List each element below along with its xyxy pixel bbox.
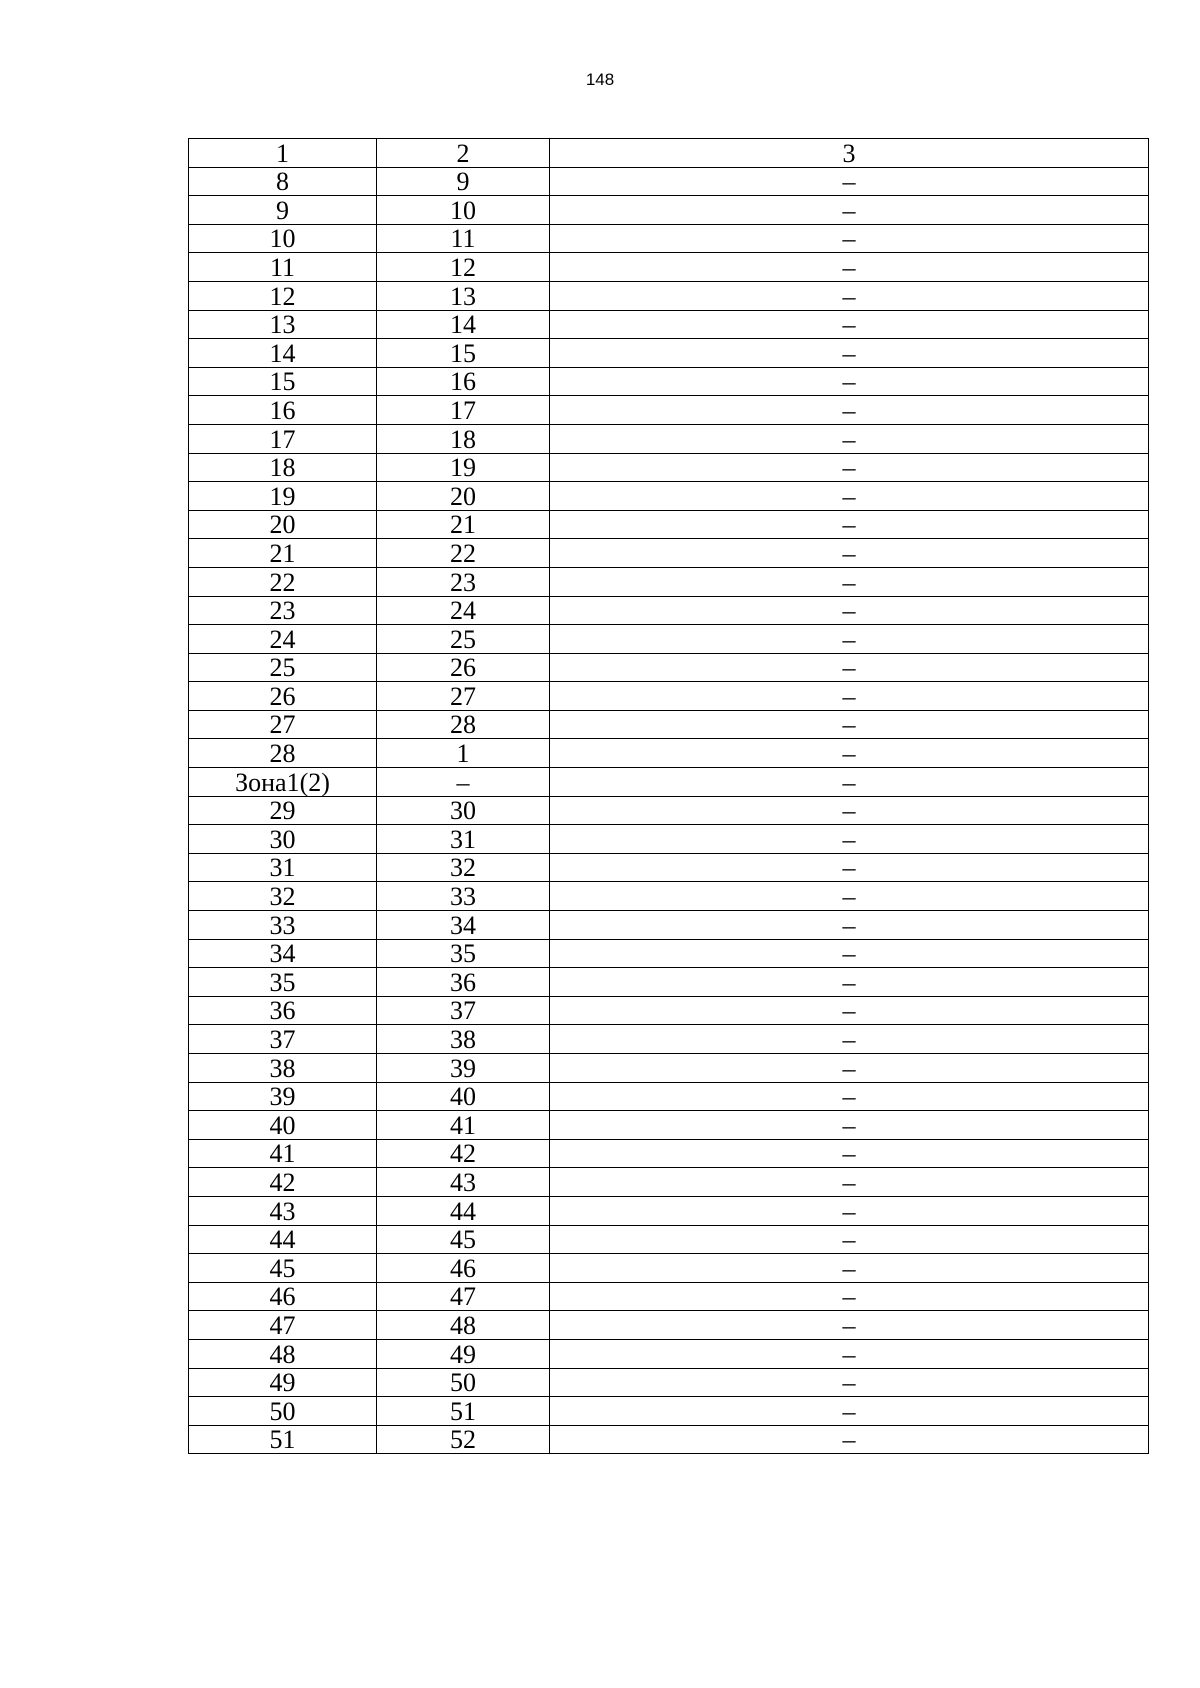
table-cell-col-1: 40 [189,1111,377,1140]
table-cell-col-3: – [550,1196,1149,1225]
table-row [189,596,1149,625]
table-cell-col-3: – [550,939,1149,968]
table-cell-col-1: 11 [189,253,377,282]
table-cell-col-2: 30 [377,796,550,825]
table-cell-col-3: – [550,482,1149,511]
table-row [189,1368,1149,1397]
table-row [189,253,1149,282]
table-cell-col-2: 38 [377,1025,550,1054]
table-cell-col-3: – [550,539,1149,568]
table-cell-col-1: 34 [189,939,377,968]
table-cell-col-3: – [550,596,1149,625]
table-cell-col-3: – [550,167,1149,196]
table-row [189,539,1149,568]
table-cell-col-2: 23 [377,567,550,596]
table-cell-col-2: 18 [377,424,550,453]
data-table [188,138,1149,1454]
table-row [189,196,1149,225]
table-row [189,224,1149,253]
table-cell-col-2: 25 [377,625,550,654]
table-cell-col-2: 19 [377,453,550,482]
table-cell-col-3: – [550,882,1149,911]
table-cell-col-3: – [550,424,1149,453]
table-cell-col-1: 18 [189,453,377,482]
table-row [189,396,1149,425]
table-row [189,1254,1149,1283]
table-cell-col-1: 37 [189,1025,377,1054]
table-cell-col-2: 10 [377,196,550,225]
table-cell-col-2: 46 [377,1254,550,1283]
table-cell-col-3: – [550,396,1149,425]
table-cell-col-3: – [550,224,1149,253]
table-cell-col-3: – [550,1311,1149,1340]
table-cell-col-1: 12 [189,281,377,310]
table-row [189,996,1149,1025]
table-cell-col-3: – [550,1111,1149,1140]
table-row [189,510,1149,539]
table-row [189,825,1149,854]
table-row [189,424,1149,453]
table-cell-col-2: 39 [377,1054,550,1083]
table-cell-col-3: – [550,567,1149,596]
table-cell-col-1: 9 [189,196,377,225]
table-cell-col-3: – [550,367,1149,396]
table-row [189,968,1149,997]
table-cell-col-2: 15 [377,339,550,368]
table-row [189,1139,1149,1168]
table-row [189,939,1149,968]
table-cell-col-3: – [550,1254,1149,1283]
table-cell-col-2: 27 [377,682,550,711]
table-row [189,882,1149,911]
table-cell-col-3: – [550,1225,1149,1254]
table-cell-col-3: – [550,1139,1149,1168]
table-cell-col-3: – [550,1282,1149,1311]
table-cell-col-1: 33 [189,911,377,940]
table-cell-col-1: 39 [189,1082,377,1111]
table-cell-col-2: 35 [377,939,550,968]
table-cell-col-2: 43 [377,1168,550,1197]
table-cell-col-2: 40 [377,1082,550,1111]
table-cell-col-3: – [550,339,1149,368]
table-cell-col-3: – [550,310,1149,339]
table-cell-col-3: – [550,1368,1149,1397]
table-cell-col-1: 17 [189,424,377,453]
table-cell-col-1: 23 [189,596,377,625]
table-row [189,1111,1149,1140]
table-cell-col-2: 13 [377,281,550,310]
table-cell-col-2: 24 [377,596,550,625]
table-row [189,339,1149,368]
table-cell-col-3: – [550,453,1149,482]
table-cell-col-2: 34 [377,911,550,940]
table-cell-col-1: 49 [189,1368,377,1397]
table-cell-col-3: – [550,1397,1149,1426]
table-cell-col-3: – [550,911,1149,940]
table-cell-col-1: 48 [189,1339,377,1368]
table-cell-col-3: – [550,625,1149,654]
table-cell-col-1: Зона1(2) [189,768,377,797]
table-cell-col-1: 28 [189,739,377,768]
table-cell-col-1: 31 [189,853,377,882]
table-row [189,310,1149,339]
table-cell-col-2: 51 [377,1397,550,1426]
table-cell-col-2: 48 [377,1311,550,1340]
table-cell-col-3: – [550,853,1149,882]
table-cell-col-1: 10 [189,224,377,253]
table-cell-col-2: 32 [377,853,550,882]
table-cell-col-2: 9 [377,167,550,196]
table-cell-col-2: 36 [377,968,550,997]
table-cell-col-1: 21 [189,539,377,568]
header-cell-2: 2 [377,139,550,168]
table-cell-col-3: – [550,1425,1149,1454]
table-cell-col-1: 27 [189,710,377,739]
table-cell-col-3: – [550,196,1149,225]
table-cell-col-2: 33 [377,882,550,911]
table-cell-col-1: 8 [189,167,377,196]
table-cell-col-2: 12 [377,253,550,282]
table-cell-col-1: 45 [189,1254,377,1283]
table-row [189,911,1149,940]
page-number: 148 [585,70,615,89]
table-cell-col-3: – [550,825,1149,854]
table-cell-col-1: 20 [189,510,377,539]
table-cell-col-2: 20 [377,482,550,511]
table-cell-col-1: 25 [189,653,377,682]
table-cell-col-2: 16 [377,367,550,396]
table-cell-col-2: 47 [377,1282,550,1311]
table-cell-col-2: 17 [377,396,550,425]
table-row [189,1168,1149,1197]
table-cell-col-1: 50 [189,1397,377,1426]
table-cell-col-1: 24 [189,625,377,654]
table-cell-col-2: 1 [377,739,550,768]
table-body [189,167,1149,1454]
table-row [189,625,1149,654]
table-cell-col-2: – [377,768,550,797]
table-row [189,1054,1149,1083]
table-cell-col-1: 43 [189,1196,377,1225]
table-cell-col-2: 42 [377,1139,550,1168]
table-row [189,1311,1149,1340]
table-cell-col-3: – [550,768,1149,797]
table-cell-col-1: 51 [189,1425,377,1454]
table-cell-col-3: – [550,996,1149,1025]
table-row [189,367,1149,396]
table-cell-col-1: 14 [189,339,377,368]
table-row [189,567,1149,596]
table-cell-col-3: – [550,1025,1149,1054]
table-cell-col-2: 31 [377,825,550,854]
table-row [189,1225,1149,1254]
table-row [189,1397,1149,1426]
table-cell-col-3: – [550,710,1149,739]
table-row [189,482,1149,511]
header-cell-3: 3 [550,139,1149,168]
table-cell-col-2: 50 [377,1368,550,1397]
table-row [189,1339,1149,1368]
table-cell-col-3: – [550,739,1149,768]
table-cell-col-2: 26 [377,653,550,682]
table-cell-col-3: – [550,968,1149,997]
table-row [189,1282,1149,1311]
table-cell-col-2: 45 [377,1225,550,1254]
table-cell-col-3: – [550,1339,1149,1368]
table-row [189,1025,1149,1054]
table-cell-col-1: 16 [189,396,377,425]
table-cell-col-2: 28 [377,710,550,739]
table-row [189,1425,1149,1454]
table-row [189,768,1149,797]
table-cell-col-2: 37 [377,996,550,1025]
table-cell-col-2: 14 [377,310,550,339]
table-header [189,139,1149,168]
table-cell-col-1: 30 [189,825,377,854]
table-cell-col-1: 42 [189,1168,377,1197]
table-cell-col-3: – [550,281,1149,310]
table-cell-col-2: 11 [377,224,550,253]
table-cell-col-1: 35 [189,968,377,997]
table-cell-col-1: 36 [189,996,377,1025]
table-cell-col-2: 52 [377,1425,550,1454]
table-cell-col-3: – [550,1082,1149,1111]
table-cell-col-1: 32 [189,882,377,911]
table-cell-col-3: – [550,510,1149,539]
table-row [189,796,1149,825]
table-cell-col-2: 22 [377,539,550,568]
table-cell-col-2: 49 [377,1339,550,1368]
table-row [189,710,1149,739]
table-cell-col-3: – [550,1168,1149,1197]
table-cell-col-3: – [550,796,1149,825]
table-cell-col-3: – [550,253,1149,282]
table-cell-col-2: 21 [377,510,550,539]
table-cell-col-1: 26 [189,682,377,711]
table-cell-col-1: 19 [189,482,377,511]
table-row [189,1196,1149,1225]
table-cell-col-1: 38 [189,1054,377,1083]
table-row [189,167,1149,196]
table-cell-col-3: – [550,682,1149,711]
table-cell-col-1: 15 [189,367,377,396]
table-row [189,853,1149,882]
table-cell-col-1: 47 [189,1311,377,1340]
table-row [189,281,1149,310]
header-cell-1: 1 [189,139,377,168]
table-cell-col-3: – [550,1054,1149,1083]
table-row [189,739,1149,768]
table-cell-col-1: 13 [189,310,377,339]
table-row [189,682,1149,711]
table-cell-col-1: 44 [189,1225,377,1254]
table-header-row [189,139,1149,168]
table-cell-col-2: 41 [377,1111,550,1140]
table-cell-col-3: – [550,653,1149,682]
table-row [189,453,1149,482]
table-cell-col-2: 44 [377,1196,550,1225]
table-row [189,653,1149,682]
table-row [189,1082,1149,1111]
table-cell-col-1: 46 [189,1282,377,1311]
table-cell-col-1: 41 [189,1139,377,1168]
table-cell-col-1: 29 [189,796,377,825]
table-cell-col-1: 22 [189,567,377,596]
